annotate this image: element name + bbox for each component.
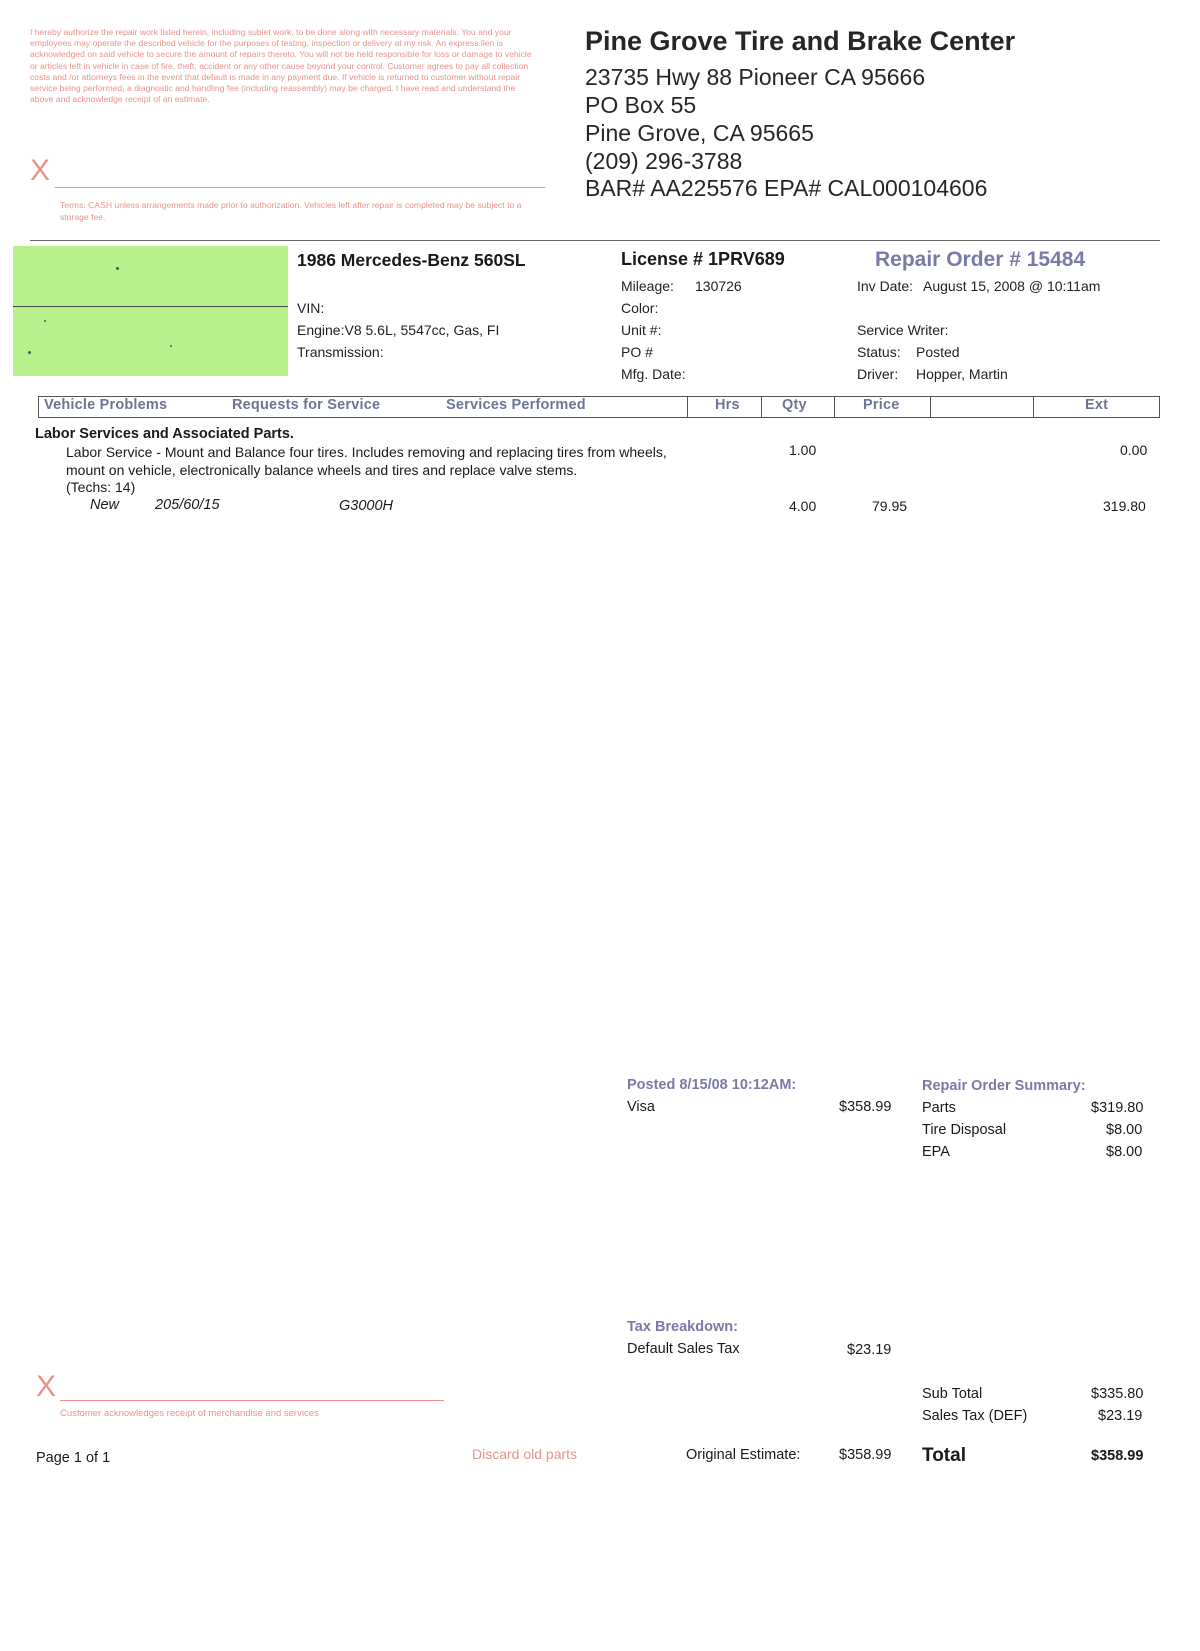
signature-line[interactable] — [55, 187, 545, 188]
part-condition: New — [90, 497, 120, 513]
repair-order-number: Repair Order # 15484 — [875, 248, 1086, 271]
part-qty: 4.00 — [789, 498, 817, 514]
column-separator — [1033, 396, 1034, 418]
summary-heading: Repair Order Summary: — [922, 1078, 1086, 1094]
payment-amount: $358.99 — [839, 1099, 892, 1115]
column-separator — [834, 396, 835, 418]
authorization-text: I hereby authorize the repair work listed herein, including sublet work, to be done along with necessary materials. You and your employees may operate the described vehicle for the purposes of testing, inspection or delivery at my risk. An express lien is acknowledged on said vehicle to secure the amount of repairs thereto. You will not be held responsible for loss or damage to vehicle or articles left in vehicle in case of fire, theft, accident or any other cause beyond your control. Customer agrees to pay all collection costs and /or attorneys fees in the event that default is made in any payment due. If vehicle is returned to customer without repair service being performed, a diagnostic and handling fee (including reassembly) may be charged. I have read and understand the above and acknowledge receipt of an estimate. — [30, 27, 532, 105]
part-ext: 319.80 — [1103, 498, 1146, 514]
column-price: Price — [863, 397, 900, 413]
mileage-value: 130726 — [695, 278, 742, 294]
default-sales-tax-label: Default Sales Tax — [627, 1341, 740, 1357]
unit-label: Unit #: — [621, 322, 662, 338]
shop-phone: (209) 296-3788 — [585, 148, 743, 174]
part-size: 205/60/15 — [155, 497, 220, 513]
default-sales-tax-amount: $23.19 — [847, 1342, 892, 1358]
redaction-block — [13, 246, 288, 376]
driver-label: Driver: — [857, 366, 899, 382]
column-separator — [687, 396, 688, 418]
discard-old-parts: Discard old parts — [472, 1446, 578, 1462]
column-requests-for-service: Requests for Service — [232, 397, 381, 413]
vehicle-title: 1986 Mercedes-Benz 560SL — [297, 250, 526, 270]
po-label: PO # — [621, 344, 653, 360]
summary-epa-amount: $8.00 — [1106, 1144, 1143, 1160]
sales-tax-label: Sales Tax (DEF) — [922, 1408, 1028, 1424]
summary-disposal-amount: $8.00 — [1106, 1122, 1143, 1138]
original-estimate-label: Original Estimate: — [686, 1447, 801, 1463]
payment-method: Visa — [627, 1099, 655, 1115]
customer-x-mark: X — [36, 1370, 57, 1403]
labor-description: Labor Service - Mount and Balance four tires. Includes removing and replacing tires from wheels, mount on vehicle, electronically balance wheels and tires and replace valve stems. — [66, 444, 667, 478]
speck — [116, 267, 119, 270]
service-writer-label: Service Writer: — [857, 322, 949, 338]
terms-text: Terms: CASH unless arrangements made prior to authorization. Vehicles left after repair is completed may be subject to a storage fee. — [60, 200, 522, 222]
status-label: Status: — [857, 344, 901, 360]
column-qty: Qty — [782, 397, 807, 413]
labor-section-title: Labor Services and Associated Parts. — [35, 426, 294, 442]
summary-parts-amount: $319.80 — [1091, 1100, 1144, 1116]
column-header-bar — [38, 396, 1160, 418]
subtotal-label: Sub Total — [922, 1386, 983, 1402]
speck — [170, 345, 172, 347]
tax-breakdown-heading: Tax Breakdown: — [627, 1319, 738, 1335]
part-price: 79.95 — [872, 498, 908, 514]
posted-heading: Posted 8/15/08 10:12AM: — [627, 1077, 797, 1093]
subtotal-amount: $335.80 — [1091, 1386, 1144, 1402]
column-ext: Ext — [1085, 397, 1109, 413]
total-label: Total — [922, 1445, 966, 1466]
color-label: Color: — [621, 300, 659, 316]
inv-date-label: Inv Date: — [857, 278, 914, 294]
shop-address-3: Pine Grove, CA 95665 — [585, 120, 814, 146]
engine-info: Engine:V8 5.6L, 5547cc, Gas, FI — [297, 322, 500, 338]
license-number: License # 1PRV689 — [621, 249, 785, 269]
mileage-label: Mileage: — [621, 278, 674, 294]
transmission-label: Transmission: — [297, 344, 384, 360]
labor-ext: 0.00 — [1120, 442, 1148, 458]
labor-techs: (Techs: 14) — [66, 479, 136, 495]
shop-bar-epa: BAR# AA225576 EPA# CAL000104606 — [585, 175, 988, 201]
speck — [44, 320, 46, 322]
speck — [28, 351, 31, 354]
header-divider — [30, 240, 1160, 241]
part-model: G3000H — [339, 498, 394, 514]
column-hrs: Hrs — [715, 397, 740, 413]
column-separator — [930, 396, 931, 418]
summary-epa-label: EPA — [922, 1144, 950, 1160]
redaction-divider — [13, 306, 288, 307]
shop-name: Pine Grove Tire and Brake Center — [585, 26, 1016, 56]
status-value: Posted — [916, 344, 960, 360]
inv-date-value: August 15, 2008 @ 10:11am — [923, 278, 1101, 294]
customer-acknowledge-text: Customer acknowledges receipt of merchandise and services — [60, 1408, 319, 1419]
page-number: Page 1 of 1 — [36, 1450, 111, 1466]
summary-disposal-label: Tire Disposal — [922, 1122, 1007, 1138]
column-separator — [761, 396, 762, 418]
vin-label: VIN: — [297, 300, 325, 316]
total-amount: $358.99 — [1091, 1448, 1144, 1464]
signature-x-mark: X — [30, 154, 51, 187]
shop-address-2: PO Box 55 — [585, 92, 697, 118]
sales-tax-amount: $23.19 — [1098, 1408, 1143, 1424]
customer-signature-line[interactable] — [60, 1400, 444, 1401]
shop-address-1: 23735 Hwy 88 Pioneer CA 95666 — [585, 64, 926, 90]
column-services-performed: Services Performed — [446, 397, 586, 413]
column-vehicle-problems: Vehicle Problems — [44, 397, 168, 413]
labor-qty: 1.00 — [789, 442, 817, 458]
original-estimate-amount: $358.99 — [839, 1447, 892, 1463]
driver-value: Hopper, Martin — [916, 366, 1008, 382]
summary-parts-label: Parts — [922, 1100, 956, 1116]
mfg-date-label: Mfg. Date: — [621, 366, 686, 382]
